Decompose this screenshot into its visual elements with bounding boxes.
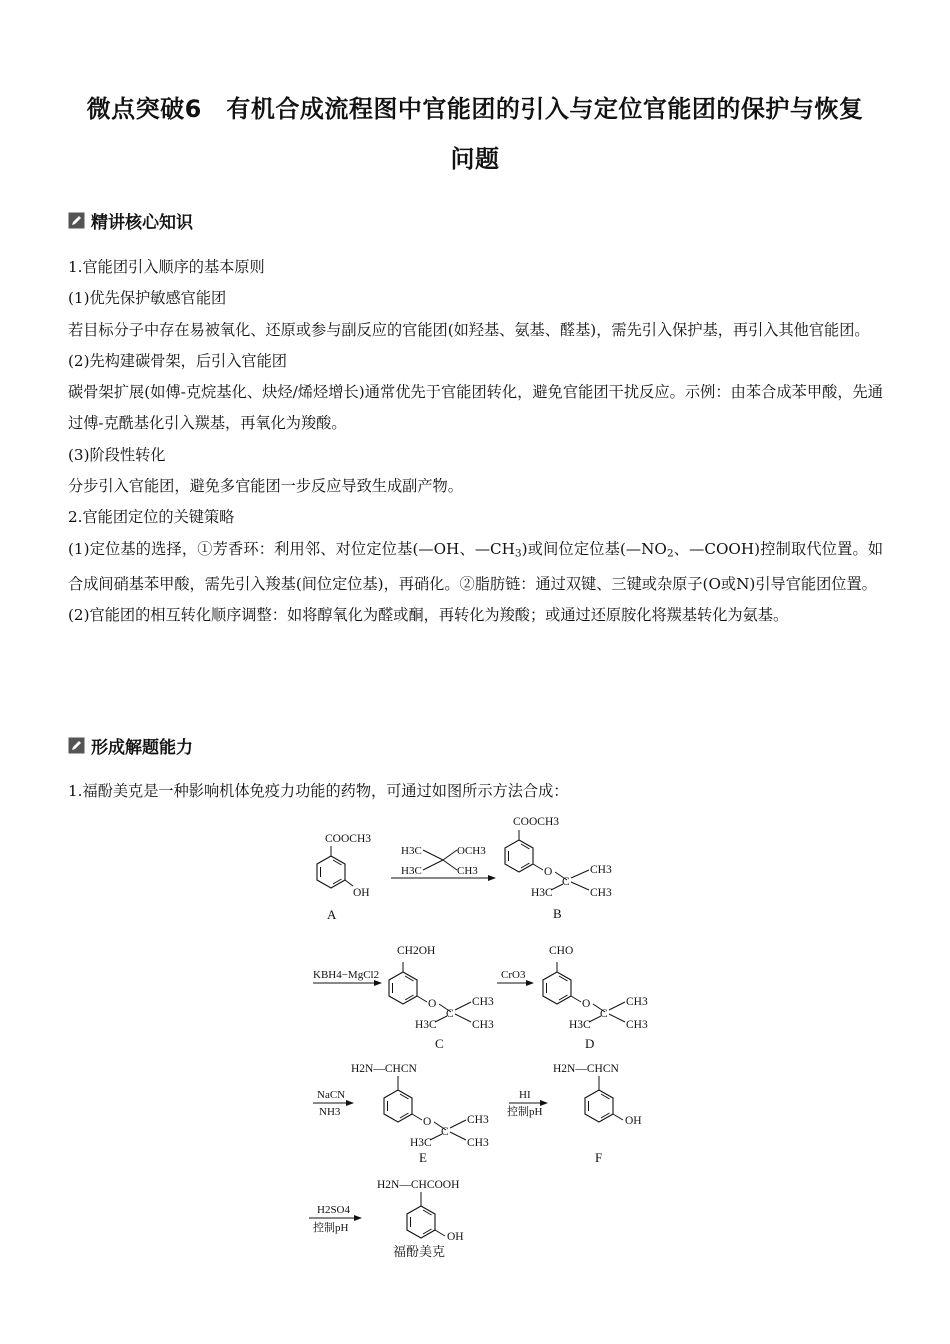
paragraph: 若目标分子中存在易被氧化、还原或参与副反应的官能团(如羟基、氨基、醛基)，需先引入保护基，再引入其他官能团。 bbox=[68, 320, 870, 339]
paragraph: (3)阶段性转化 bbox=[68, 445, 166, 464]
paragraph: (1)优先保护敏感官能团 bbox=[68, 289, 227, 308]
page-title bbox=[40, 84, 910, 184]
svg-text:OH: OH bbox=[447, 1231, 464, 1243]
section-heading-problem-solving bbox=[68, 733, 193, 757]
pencil-square-icon bbox=[68, 212, 85, 229]
svg-text:C: C bbox=[446, 1008, 454, 1020]
svg-text:控制pH: 控制pH bbox=[313, 1222, 349, 1234]
reaction-arrow-6 bbox=[309, 1204, 361, 1234]
svg-text:CH3: CH3 bbox=[590, 864, 612, 876]
svg-text:O: O bbox=[423, 1116, 432, 1128]
svg-text:KBH4−MgCl2: KBH4−MgCl2 bbox=[313, 969, 380, 981]
compound-c bbox=[389, 945, 494, 1051]
svg-text:O: O bbox=[428, 998, 437, 1010]
section-heading-text: 形成解题能力 bbox=[91, 737, 193, 758]
compound-e bbox=[351, 1063, 489, 1165]
paragraph: 分步引入官能团，避免多官能团一步反应导致生成副产物。 bbox=[68, 477, 463, 496]
paragraph: (2)先构建碳骨架，后引入官能团 bbox=[68, 351, 287, 370]
paragraph: (1)定位基的选择，①芳香环：利用邻、对位定位基(—OH、$—CH_3$)或间位定位基($—NO_2$、—COOH)控制取代位置。如合成间硝基苯甲酸，需先引入羧基(间位定位基)，再硝化。②脂肪链：通过双键、三键或杂原子(O或N)引导官能团位置。 bbox=[68, 539, 884, 593]
svg-text:CrO3: CrO3 bbox=[501, 969, 526, 981]
svg-text:NH3: NH3 bbox=[319, 1106, 341, 1118]
compound-b bbox=[505, 816, 612, 921]
paragraph: 1.官能团引入顺序的基本原则 bbox=[68, 258, 265, 276]
svg-text:O: O bbox=[582, 998, 591, 1010]
svg-text:CH3: CH3 bbox=[472, 996, 494, 1008]
svg-text:H3C: H3C bbox=[410, 1137, 432, 1149]
svg-text:CH3: CH3 bbox=[457, 865, 478, 877]
title-line-2: 问题 bbox=[450, 145, 500, 173]
svg-text:CH3: CH3 bbox=[590, 887, 612, 899]
svg-text:C: C bbox=[562, 876, 570, 888]
svg-text:OH: OH bbox=[625, 1115, 642, 1127]
reaction-arrow-3 bbox=[497, 969, 533, 983]
paragraph: 2.官能团定位的关键策略 bbox=[68, 508, 235, 527]
svg-text:H3C: H3C bbox=[401, 865, 422, 877]
svg-text:O: O bbox=[544, 866, 553, 878]
section-heading-core-knowledge bbox=[68, 208, 193, 232]
svg-text:C: C bbox=[600, 1008, 608, 1020]
svg-text:OH: OH bbox=[353, 887, 370, 899]
svg-text:OCH3: OCH3 bbox=[457, 845, 486, 857]
synthesis-scheme bbox=[295, 808, 675, 1268]
svg-text:A: A bbox=[327, 907, 337, 922]
paragraph: (2)官能团的相互转化顺序调整：如将醇氧化为醛或酮，再转化为羧酸；或通过还原胺化将羰基转化为氨基。 bbox=[68, 605, 789, 624]
compound-f bbox=[553, 1063, 642, 1165]
svg-text:CH3: CH3 bbox=[472, 1019, 494, 1031]
svg-text:F: F bbox=[595, 1150, 603, 1165]
svg-text:D: D bbox=[585, 1036, 595, 1051]
svg-text:H2SO4: H2SO4 bbox=[317, 1204, 351, 1216]
reaction-arrow-4 bbox=[313, 1089, 353, 1118]
knowledge-content bbox=[68, 252, 883, 631]
svg-text:COOCH3: COOCH3 bbox=[325, 833, 372, 845]
svg-text:CH3: CH3 bbox=[467, 1114, 489, 1126]
svg-text:H2N—CHCN: H2N—CHCN bbox=[553, 1063, 619, 1075]
svg-text:CH3: CH3 bbox=[626, 996, 648, 1008]
svg-text:CH3: CH3 bbox=[626, 1019, 648, 1031]
svg-text:H3C: H3C bbox=[401, 845, 422, 857]
svg-text:H3C: H3C bbox=[531, 887, 553, 899]
section-heading-text: 精讲核心知识 bbox=[91, 212, 193, 233]
compound-d bbox=[543, 945, 648, 1051]
svg-text:C: C bbox=[435, 1036, 444, 1051]
svg-text:NaCN: NaCN bbox=[317, 1089, 346, 1101]
svg-text:CHO: CHO bbox=[549, 945, 574, 957]
paragraph: 碳骨架扩展(如傅-克烷基化、炔烃/烯烃增长)通常优先于官能团转化，避免官能团干扰反应。示例：由苯合成苯甲酸，先通过傅-克酰基化引入羰基，再氧化为羧酸。 bbox=[68, 383, 883, 433]
reaction-arrow-5 bbox=[507, 1089, 547, 1118]
svg-text:H2N—CHCN: H2N—CHCN bbox=[351, 1063, 417, 1075]
title-line-1: 微点突破6 有机合成流程图中官能团的引入与定位官能团的保护与恢复 bbox=[86, 95, 864, 123]
svg-text:H3C: H3C bbox=[415, 1019, 437, 1031]
svg-text:C: C bbox=[441, 1126, 449, 1138]
svg-text:B: B bbox=[553, 906, 562, 921]
pencil-square-icon bbox=[68, 737, 85, 754]
svg-text:HI: HI bbox=[519, 1089, 531, 1101]
question-1-text: 1.福酚美克是一种影响机体免疫力功能的药物，可通过如图所示方法合成： bbox=[68, 782, 569, 800]
svg-text:CH2OH: CH2OH bbox=[397, 945, 436, 957]
reaction-arrow-1 bbox=[391, 845, 495, 878]
reaction-arrow-2 bbox=[313, 969, 381, 983]
svg-text:控制pH: 控制pH bbox=[507, 1106, 543, 1118]
svg-text:H3C: H3C bbox=[569, 1019, 591, 1031]
svg-text:E: E bbox=[419, 1150, 427, 1165]
svg-text:H2N—CHCOOH: H2N—CHCOOH bbox=[377, 1179, 460, 1191]
compound-a bbox=[317, 833, 371, 922]
compound-product bbox=[377, 1179, 464, 1259]
svg-text:CH3: CH3 bbox=[467, 1137, 489, 1149]
svg-text:福酚美克: 福酚美克 bbox=[393, 1244, 446, 1259]
svg-text:COOCH3: COOCH3 bbox=[513, 816, 560, 828]
